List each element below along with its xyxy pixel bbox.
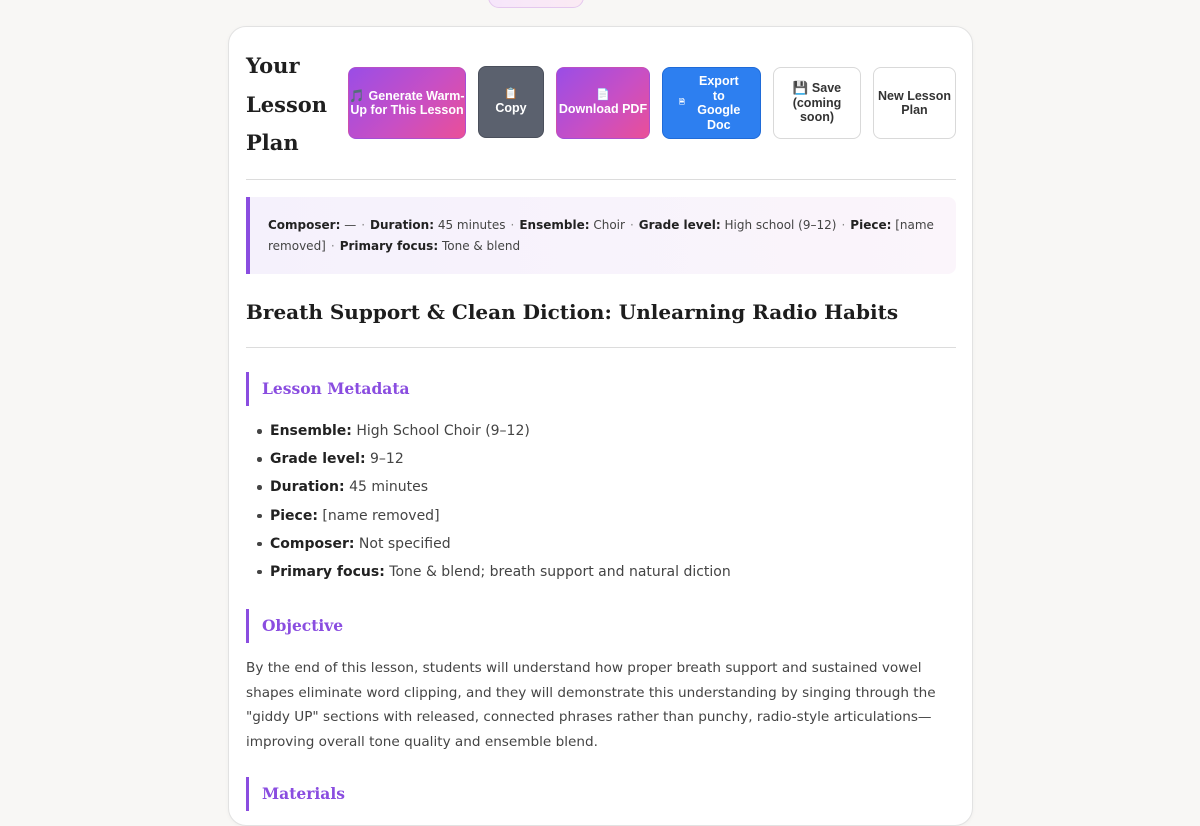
summary-ensemble-label: Ensemble: — [519, 218, 590, 232]
lesson-metadata-heading: Lesson Metadata — [246, 372, 956, 406]
summary-composer-label: Composer: — [268, 218, 341, 232]
lesson-title: Breath Support & Clean Diction: Unlearning Radio Habits — [246, 300, 899, 324]
summary-separator: · — [841, 218, 846, 232]
metadata-value: 9–12 — [370, 451, 404, 468]
lesson-metadata-list — [270, 420, 731, 589]
music-note-icon: 🎵 — [349, 88, 365, 103]
download-pdf-button[interactable] — [556, 67, 650, 139]
list-item — [270, 505, 731, 533]
summary-focus-label: Primary focus: — [339, 239, 439, 253]
summary-grade-label: Grade level: — [638, 218, 721, 232]
export-google-doc-label: Export to Google Doc — [697, 74, 741, 132]
list-item — [270, 448, 731, 476]
metadata-label: Piece: — [270, 507, 318, 524]
summary-grade-value: High school (9–12) — [724, 218, 837, 232]
list-item — [270, 533, 731, 561]
objective-text: By the end of this lesson, students will understand how proper breath support and sustained vowel shapes eliminate word clipping, and they will demonstrate this understanding by singing through the "giddy UP" sections with released, connected phrases rather than punchy, radio-style articulations—improving overall tone quality and ensemble blend. — [246, 660, 936, 750]
title-divider — [246, 347, 956, 348]
new-lesson-plan-label: New Lesson Plan — [878, 88, 951, 117]
generate-warmup-label: Generate Warm-Up for This Lesson — [350, 88, 465, 117]
metadata-label: Ensemble: — [270, 423, 352, 439]
metadata-value: High School Choir (9–12) — [356, 423, 530, 439]
metadata-value: [name removed] — [322, 507, 440, 524]
header-divider — [246, 179, 956, 180]
google-doc-icon: 🗎 — [679, 98, 685, 106]
summary-duration-value: 45 minutes — [437, 218, 506, 232]
summary-piece-value: [name removed] — [268, 218, 934, 253]
clipboard-icon: 📋 — [504, 88, 518, 101]
download-pdf-label: Download PDF — [558, 102, 648, 117]
summary-separator: · — [629, 218, 634, 232]
lesson-plan-card — [228, 26, 973, 826]
objective-heading: Objective — [246, 609, 956, 643]
list-item — [270, 420, 731, 448]
metadata-value: 45 minutes — [349, 479, 429, 496]
summary-separator: · — [510, 218, 515, 232]
metadata-label: Composer: — [270, 535, 355, 552]
summary-piece-label: Piece: — [850, 218, 892, 232]
generate-warmup-button[interactable] — [348, 67, 466, 139]
summary-duration-label: Duration: — [370, 218, 435, 232]
new-lesson-plan-button[interactable] — [873, 67, 956, 139]
metadata-value: Not specified — [358, 535, 451, 552]
export-google-doc-button[interactable] — [662, 67, 761, 139]
page-title: Your Lesson Plan — [246, 53, 328, 155]
metadata-label: Grade level: — [270, 451, 366, 468]
lesson-summary-bar — [246, 197, 956, 274]
summary-focus-value: Tone & blend — [441, 239, 521, 253]
metadata-label: Duration: — [270, 479, 345, 496]
copy-button[interactable] — [478, 66, 544, 138]
summary-separator: · — [330, 239, 335, 253]
lesson-plan-header — [246, 47, 956, 179]
metadata-value: Tone & blend; breath support and natural diction — [389, 563, 731, 580]
summary-ensemble-value: Choir — [593, 218, 625, 232]
top-pill-button[interactable] — [488, 0, 584, 8]
summary-composer-value: — — [344, 218, 357, 232]
summary-separator: · — [361, 218, 366, 232]
floppy-disk-icon: 💾 — [792, 81, 809, 96]
list-item — [270, 476, 731, 504]
metadata-label: Primary focus: — [270, 563, 385, 580]
save-button[interactable] — [773, 67, 861, 139]
list-item — [270, 561, 731, 589]
materials-heading: Materials — [246, 777, 956, 811]
save-label: Save (coming soon) — [792, 81, 842, 125]
copy-label: Copy — [495, 101, 527, 116]
document-icon: 📄 — [596, 89, 610, 102]
